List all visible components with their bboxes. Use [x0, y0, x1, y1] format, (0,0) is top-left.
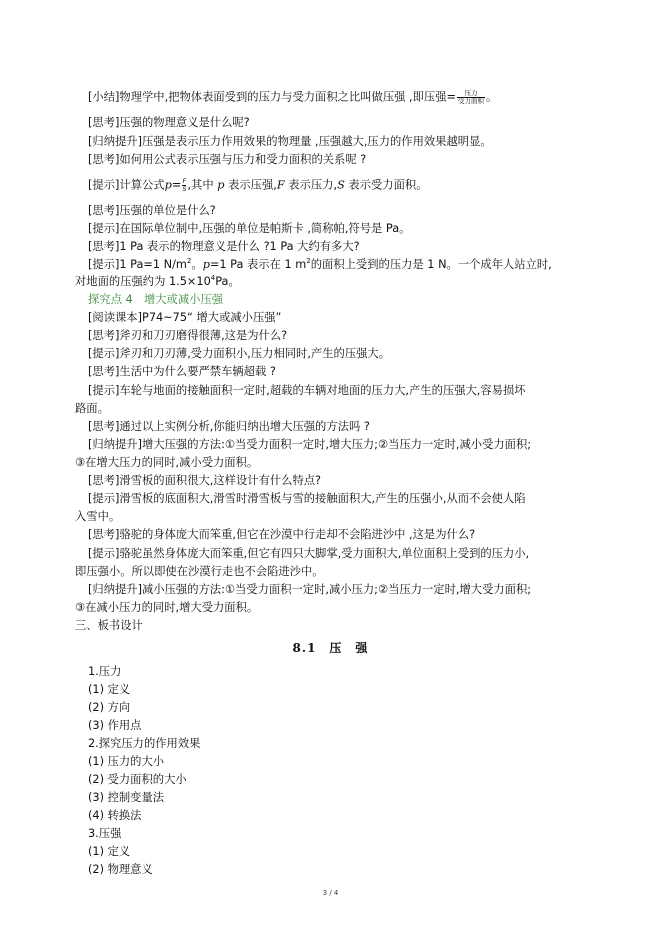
- section-heading: 三、板书设计: [75, 619, 143, 632]
- text-line: [提示]滑雪板的底面积大,滑雪时滑雪板与雪的接触面积大,产生的压强小,从而不会使人陷: [88, 492, 526, 505]
- text-line: [思考]通过以上实例分析,你能归纳出增大压强的方法吗 ?: [88, 420, 370, 433]
- text-line: [思考]滑雪板的面积很大,这样设计有什么特点?: [88, 474, 322, 487]
- page-number: 3 / 4: [322, 889, 339, 897]
- text-line: [归纳提升]减小压强的方法:①当受力面积一定时,减小压力;②当压力一定时,增大受力面积;: [88, 583, 532, 596]
- text-line: [提示]在国际单位制中,压强的单位是帕斯卡 ,简称帕,符号是 Pa。: [88, 222, 411, 235]
- section-heading: 探究点 4 增大或减小压强: [88, 293, 224, 306]
- board-item: (2) 受力面积的大小: [88, 773, 187, 786]
- text-line: ③在减小压力的同时,增大受力面积。: [75, 601, 259, 614]
- formula-line: [提示]计算公式p= $\frac{F}{S}$ ,其中 p 表示压强,F 表示压力,S 表示受力面积。: [88, 177, 428, 193]
- board-item: 2.探究压力的作用效果: [88, 737, 201, 750]
- board-title: 8.1 压 强: [292, 641, 369, 655]
- text-line: [思考]生活中为什么要严禁车辆超载 ?: [88, 365, 276, 378]
- fraction-numerator: 压力: [457, 90, 485, 98]
- board-item: (1) 定义: [88, 683, 131, 696]
- board-item: (3) 控制变量法: [88, 791, 165, 804]
- text-line: 入雪中。: [75, 510, 121, 523]
- text-line: [思考]压强的物理意义是什么呢?: [88, 116, 250, 129]
- fraction-denominator: 受力面积: [457, 97, 484, 105]
- text-line: [思考]1 Pa 表示的物理意义是什么 ?1 Pa 大约有多大?: [88, 240, 360, 253]
- board-item: (2) 物理意义: [88, 863, 153, 876]
- board-item: (4) 转换法: [88, 809, 142, 822]
- board-item: (1) 压力的大小: [88, 755, 165, 768]
- text-line: [提示]骆驼虽然身体庞大而笨重,但它有四只大脚掌,受力面积大,单位面积上受到的压力小,: [88, 547, 530, 560]
- text-line: [阅读课本]P74~75“ 增大或减小压强”: [88, 311, 282, 324]
- text-line: [思考]压强的单位是什么?: [88, 204, 216, 217]
- text-line: 即压强小。所以即使在沙漠行走也不会陷进沙中。: [75, 565, 324, 578]
- text-line: 对地面的压强约为 $1.5\times 10^4Pa$。: [75, 274, 240, 288]
- formula-fraction: $\frac{F}{S}$: [182, 177, 187, 193]
- summary-line: [小结]物理学中,把物体表面受到的压力与受力面积之比叫做压强 ,即压强= $\frac{\text{压力}}{\text{受力面积}}$ 。: [88, 89, 498, 105]
- text-line: [思考]骆驼的身体庞大而笨重,但它在沙漠中行走却不会陷进沙中 ,这是为什么?: [88, 528, 476, 541]
- board-item: (3) 作用点: [88, 719, 142, 732]
- board-item: (1) 定义: [88, 845, 131, 858]
- text-line: [提示]1 Pa=1 $N/m^2$。p=1 Pa 表示在 1 $m^2$的面积上受到的压力是 1 N。一个成年人站立时,: [88, 257, 552, 271]
- board-item: 1.压力: [88, 665, 122, 678]
- pressure-fraction: [457, 90, 485, 105]
- board-item: (2) 方向: [88, 701, 131, 714]
- text-line: [思考]斧刃和刀刃磨得很薄,这是为什么?: [88, 329, 288, 342]
- text-line: ③在增大压力的同时,减小受力面积。: [75, 456, 259, 469]
- board-item: 3.压强: [88, 827, 122, 840]
- text-line: [归纳提升]增大压强的方法:①当受力面积一定时,增大压力;②当压力一定时,减小受力面积;: [88, 438, 532, 451]
- text-line: 路面。: [75, 402, 109, 415]
- text-line: [思考]如何用公式表示压强与压力和受力面积的关系呢 ?: [88, 153, 367, 166]
- text-line: [提示]斧刃和刀刃薄,受力面积小,压力相同时,产生的压强大。: [88, 347, 391, 360]
- text-line: [归纳提升]压强是表示压力作用效果的物理量 ,压强越大,压力的作用效果越明显。: [88, 135, 492, 148]
- text-line: [提示]车轮与地面的接触面积一定时,超载的车辆对地面的压力大,产生的压强大,容易损坏: [88, 384, 526, 397]
- summary-text: [小结]物理学中,把物体表面受到的压力与受力面积之比叫做压强 ,即压强=: [88, 90, 456, 104]
